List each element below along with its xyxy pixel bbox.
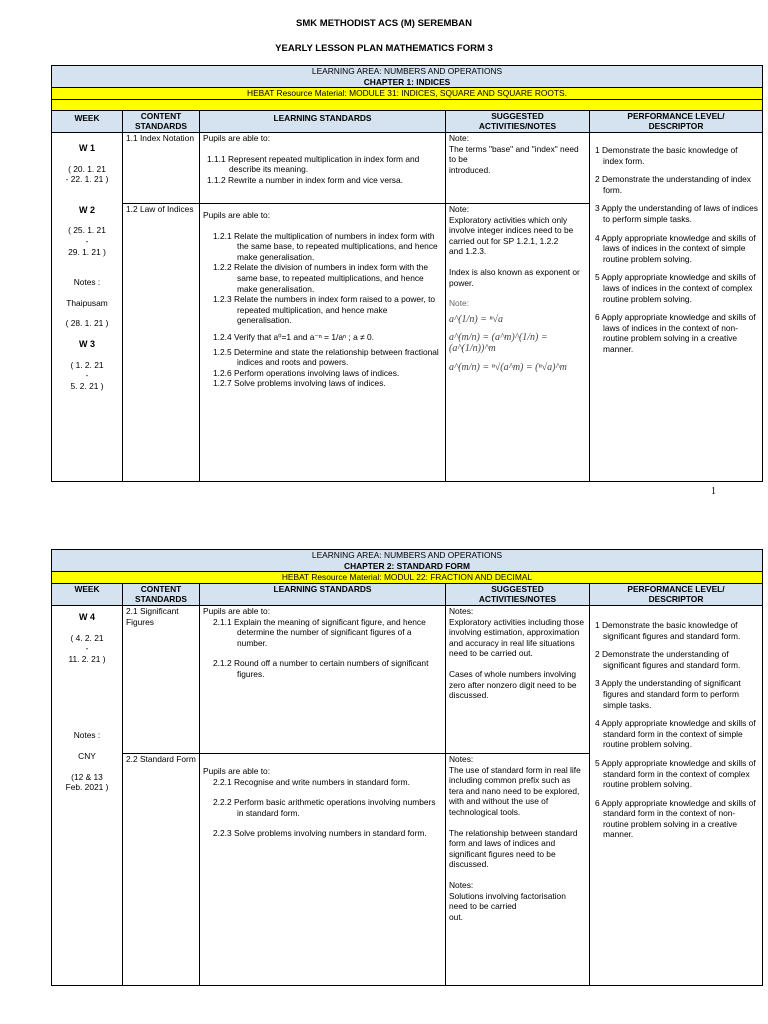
list-item: 1 Demonstrate the basic knowledge of significant figures and standard form. [595,619,741,641]
list-item: 1.2.6 Perform operations involving laws of indices. [213,367,400,378]
col-learning-standards: LEARNING STANDARDS [200,583,446,605]
formula: a^(1/n) = ⁿ√a [449,313,504,325]
list-item: 3 Apply the understanding of laws of indices to perform simple tasks. [595,203,758,224]
chapter-title: CHAPTER 1: INDICES [363,76,451,87]
holiday: CNY [78,750,96,761]
list-item: 1.2.1 Relate the multiplication of numbers in index form with the same base, to repeated multiplications, and hence make generalisation. [213,230,438,262]
notes-label: Notes : [73,730,101,741]
content-standard: 1.1 Index Notation [123,132,200,203]
activities-notes: Notes: Exploratory activities including those involving estimation, approximation and accuracy in real life situations need to be carried out. Cases of whole numbers involving zero after nonzero digit need to be discussed. [446,605,590,753]
column-header-row [52,110,763,132]
page-number: 1 [711,486,716,497]
list-item: 1.1.1 Represent repeated multiplication in index form and describe its meaning. [207,153,420,175]
list-item: 2.1.2 Round off a number to certain numbers of significant figures. [213,658,429,679]
column-header-row [52,583,763,605]
list-item: 2.2.1 Recognise and write numbers in standard form. [213,776,410,787]
list-item: 5 Apply appropriate knowledge and skills of laws of indices in the context of complex routine problem solving. [595,272,756,304]
list-item: 1.2.4 Verify that a⁰=1 and a⁻ⁿ = 1/aⁿ ; a ≠ 0. [213,331,374,342]
notes-label: Notes : [73,277,101,288]
col-content-standards: CONTENT STANDARDS [123,110,200,132]
school-name: SMK METHODIST ACS (M) SEREMBAN [296,18,472,29]
list-item: 2.2.3 Solve problems involving numbers in standard form. [213,828,427,839]
list-item: 4 Apply appropriate knowledge and skills of standard form in the context of simple routine problem solving. [595,718,756,750]
learning-area: LEARNING AREA: NUMBERS AND OPERATIONS CHAPTER 2: STANDARD FORM [52,550,763,572]
chapter-title: CHAPTER 2: STANDARD FORM [344,560,470,571]
chapter2-table [51,549,763,986]
content-standard: 2.2 Standard Form [123,753,200,985]
hebat-resource: HEBAT Resource Material: MODUL 22: FRACTION AND DECIMAL [52,572,763,584]
performance-levels [590,605,763,985]
hebat-resource: HEBAT Resource Material: MODULE 31: INDICES, SQUARE AND SQUARE ROOTS. [52,88,763,100]
list-item: 2.2.2 Perform basic arithmetic operations involving numbers in standard form. [213,797,436,818]
performance-levels [590,132,763,481]
learning-standard: Pupils are able to: 1.1.1 Represent repeated multiplication in index form and describe its meaning. 1.1.2 Rewrite a number in index form and vice versa. [200,132,446,203]
list-item: 4 Apply appropriate knowledge and skills of laws of indices in the context of simple routine problem solving. [595,232,756,264]
formula: a^(m/n) = ⁿ√(a^m) = (ⁿ√a)^m [449,361,567,373]
learning-area: LEARNING AREA: NUMBERS AND OPERATIONS CHAPTER 1: INDICES [52,66,763,88]
formula: a^(m/n) = (a^m)^(1/n) = (a^(1/n))^m [449,332,548,354]
activities-notes: Note: The terms "base" and "index" need to be introduced. [446,132,590,203]
week-cell: W 4 ( 4. 2. 21 - 11. 2. 21 ) Notes : CNY (12 & 13 Feb. 2021 ) [52,605,123,985]
list-item: 1.1.2 Rewrite a number in index form and vice versa. [207,174,403,185]
list-item: 1 Demonstrate the basic knowledge of index form. [595,144,738,166]
list-item: 2 Demonstrate the understanding of significant figures and standard form. [595,649,741,670]
list-item: 6 Apply appropriate knowledge and skills of laws of indices in the context of non-routine problem solving in a creative manner. [595,312,756,354]
list-item: 5 Apply appropriate knowledge and skills of standard form in the context of complex routine problem solving. [595,757,756,790]
list-item: 2 Demonstrate the understanding of index form. [595,174,751,195]
list-item: 1.2.3 Relate the numbers in index form raised to a power, to repeated multiplication, and hence make generalisation. [213,294,436,326]
col-activities: SUGGESTED ACTIVITIES/NOTES [446,110,590,132]
activities-notes: Notes: The use of standard form in real life including common prefix such as tera and nano need to be explored, with and without the use of technological tools. The relationship between standard form and laws of indices and significant figures need to be discussed. Notes: Solutions involving factorisation need to be carried out. [446,753,590,985]
holiday: Thaipusam [66,297,108,308]
list-item: 1.2.7 Solve problems involving laws of indices. [213,378,386,389]
content-standard: 2.1 Significant Figures [123,605,200,753]
week-label: W 3 [78,338,95,349]
activities-notes: Note: Exploratory activities which only involve integer indices need to be carried out for SP 1.2.1, 1.2.2 and 1.2.3. Index is also known as exponent or power. Note: a^(1/n) = ⁿ√a a^(m/n) = (a^m)^(1/n) = (a^(1/n))^m a^(m/n) = ⁿ√(a^m) = (ⁿ√a)^m [446,203,590,481]
week-label: W 1 [78,142,95,153]
chapter1-table [51,65,763,482]
week-label: W 4 [78,611,95,622]
list-item: 2.1.1 Explain the meaning of significant figure, and hence determine the number of significant figures of a number. [213,616,426,648]
list-item: 1.2.5 Determine and state the relationship between fractional indices and roots and powers. [213,346,439,368]
week-label: W 2 [78,204,95,215]
col-content-standards: CONTENT STANDARDS [123,583,200,605]
list-item: 3 Apply the understanding of significant figures and standard form to perform simple tasks. [595,678,741,710]
learning-standard: Pupils are able to: 2.2.1 Recognise and write numbers in standard form. 2.2.2 Perform basic arithmetic operations involving numbers in standard form. 2.2.3 Solve problems involving numbers in standard form. [200,753,446,985]
content-standard: 1.2 Law of Indices [123,203,200,481]
week-cell: W 1 ( 20. 1. 21 - 22. 1. 21 ) W 2 ( 25. 1. 21 - 29. 1. 21 ) Notes : Thaipusam ( 28. 1. 21 ) W 3 ( 1. 2. 21 - 5. 2. 21 ) [52,132,123,481]
col-learning-standards: LEARNING STANDARDS [200,110,446,132]
list-item: 1.2.2 Relate the division of numbers in index form with the same base, to repeated multiplications, and hence make generalisation. [213,262,429,294]
col-week: WEEK [52,583,123,605]
yellow-spacer [52,99,763,110]
learning-standard: Pupils are able to: 2.1.1 Explain the meaning of significant figure, and hence determine the number of significant figures of a number. 2.1.2 Round off a number to certain numbers of significant figures. [200,605,446,753]
col-performance: PERFORMANCE LEVEL/ DESCRIPTOR [590,110,763,132]
learning-standard: Pupils are able to: 1.2.1 Relate the multiplication of numbers in index form with the same base, to repeated multiplications, and hence make generalisation. 1.2.2 Relate the division of numbers in index form with the same base, to repeated multiplications, and hence make generalisation. 1.2.3 Relate the numbers in index form raised to a power, to repeated multiplication, and hence make generalisation. 1.2.4 Verify that a⁰=1 and a⁻ⁿ = 1/aⁿ ; a ≠ 0. 1.2.5 Determine and state the relationship between fractional indices and roots and powers. 1.2.6 Perform operations involving laws of indices. 1.2.7 Solve problems involving laws of indices. [200,203,446,481]
list-item: 6 Apply appropriate knowledge and skills of standard form in the context of non-routine problem solving in a creative manner. [595,797,756,840]
col-week: WEEK [52,110,123,132]
col-activities: SUGGESTED ACTIVITIES/NOTES [446,583,590,605]
plan-title: YEARLY LESSON PLAN MATHEMATICS FORM 3 [275,43,493,54]
col-performance: PERFORMANCE LEVEL/ DESCRIPTOR [590,583,763,605]
